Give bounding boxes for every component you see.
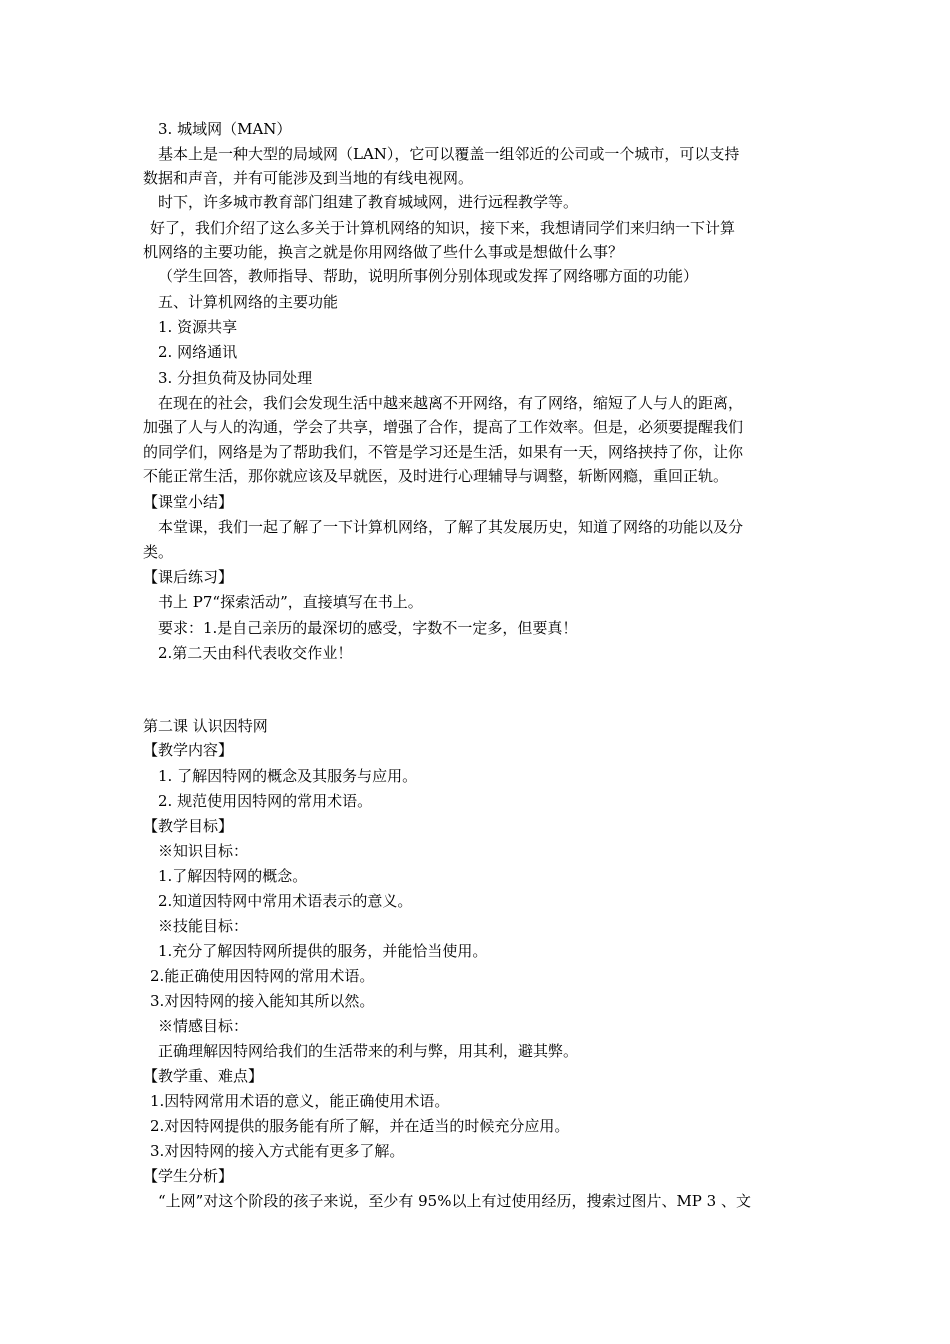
list-item: 2.知道因特网中常用术语表示的意义。 [158, 892, 413, 910]
section-heading-goals: 【教学目标】 [143, 817, 234, 835]
list-item: 1.因特网常用术语的意义，能正确使用术语。 [150, 1092, 450, 1110]
paragraph-line: 本堂课，我们一起了解了一下计算机网络，了解了其发展历史，知道了网络的功能以及分 [158, 518, 744, 536]
list-item: 2.能正确使用因特网的常用术语。 [150, 967, 375, 985]
paragraph-line: 2.第二天由科代表收交作业！ [158, 644, 353, 662]
list-item: 1.了解因特网的概念。 [158, 867, 308, 885]
section-heading-summary: 【课堂小结】 [143, 493, 234, 511]
paragraph-line: “上网”对这个阶段的孩子来说，至少有 95%以上有过使用经历，搜索过图片、MP 3 、文 [158, 1192, 751, 1210]
list-item: 2. 网络通讯 [158, 343, 238, 361]
paragraph-line: 的同学们，网络是为了帮助我们，不管是学习还是生活，如果有一天，网络挟持了你，让你 [143, 443, 744, 461]
section-heading-students: 【学生分析】 [143, 1167, 234, 1185]
list-item: 3.对因特网的接入能知其所以然。 [150, 992, 375, 1010]
list-item: 2. 规范使用因特网的常用术语。 [158, 792, 373, 810]
lesson-title: 第二课 认识因特网 [143, 717, 268, 735]
list-item: 2.对因特网提供的服务能有所了解，并在适当的时候充分应用。 [150, 1117, 570, 1135]
subheading-skill: ※技能目标： [158, 917, 249, 935]
paragraph-line: 在现在的社会，我们会发现生活中越来越离不开网络，有了网络，缩短了人与人的距离， [158, 394, 744, 412]
paragraph-line: 时下，许多城市教育部门组建了教育城域网，进行远程教学等。 [158, 193, 579, 211]
section-heading-functions: 五、计算机网络的主要功能 [158, 293, 339, 311]
paragraph-line: 类。 [143, 543, 174, 561]
paragraph-line: （学生回答，教师指导、帮助，说明所事例分别体现或发挥了网络哪方面的功能） [158, 267, 699, 285]
paragraph-line: 不能正常生活，那你就应该及早就医，及时进行心理辅导与调整，斩断网瘾，重回正轨。 [143, 467, 729, 485]
paragraph-line: 数据和声音，并有可能涉及到当地的有线电视网。 [143, 169, 474, 187]
list-item: 1.充分了解因特网所提供的服务，并能恰当使用。 [158, 942, 488, 960]
section-heading-exercise: 【课后练习】 [143, 568, 234, 586]
paragraph-line: 加强了人与人的沟通，学会了共享，增强了合作，提高了工作效率。但是，必须要提醒我们 [143, 418, 744, 436]
subheading-emotion: ※情感目标： [158, 1017, 249, 1035]
section-heading-keypoints: 【教学重、难点】 [143, 1067, 264, 1085]
paragraph-line: 机网络的主要功能，换言之就是你用网络做了些什么事或是想做什么事？ [143, 243, 624, 261]
subheading-knowledge: ※知识目标： [158, 842, 249, 860]
list-item: 1. 了解因特网的概念及其服务与应用。 [158, 767, 418, 785]
paragraph-line: 基本上是一种大型的局域网（LAN），它可以覆盖一组邻近的公司或一个城市，可以支持 [158, 145, 740, 163]
list-item: 3. 分担负荷及协同处理 [158, 369, 313, 387]
paragraph-line: 好了，我们介绍了这么多关于计算机网络的知识，接下来，我想请同学们来归纳一下计算 [150, 219, 736, 237]
paragraph-line: 正确理解因特网给我们的生活带来的利与弊，用其利，避其弊。 [158, 1042, 579, 1060]
section-heading-man: 3. 城域网（MAN） [158, 120, 292, 138]
paragraph-line: 要求：1.是自己亲历的最深切的感受，字数不一定多，但要真！ [158, 619, 578, 637]
section-heading-content: 【教学内容】 [143, 741, 234, 759]
list-item: 3.对因特网的接入方式能有更多了解。 [150, 1142, 405, 1160]
list-item: 1. 资源共享 [158, 318, 238, 336]
paragraph-line: 书上 P7“探索活动”，直接填写在书上。 [158, 593, 423, 611]
